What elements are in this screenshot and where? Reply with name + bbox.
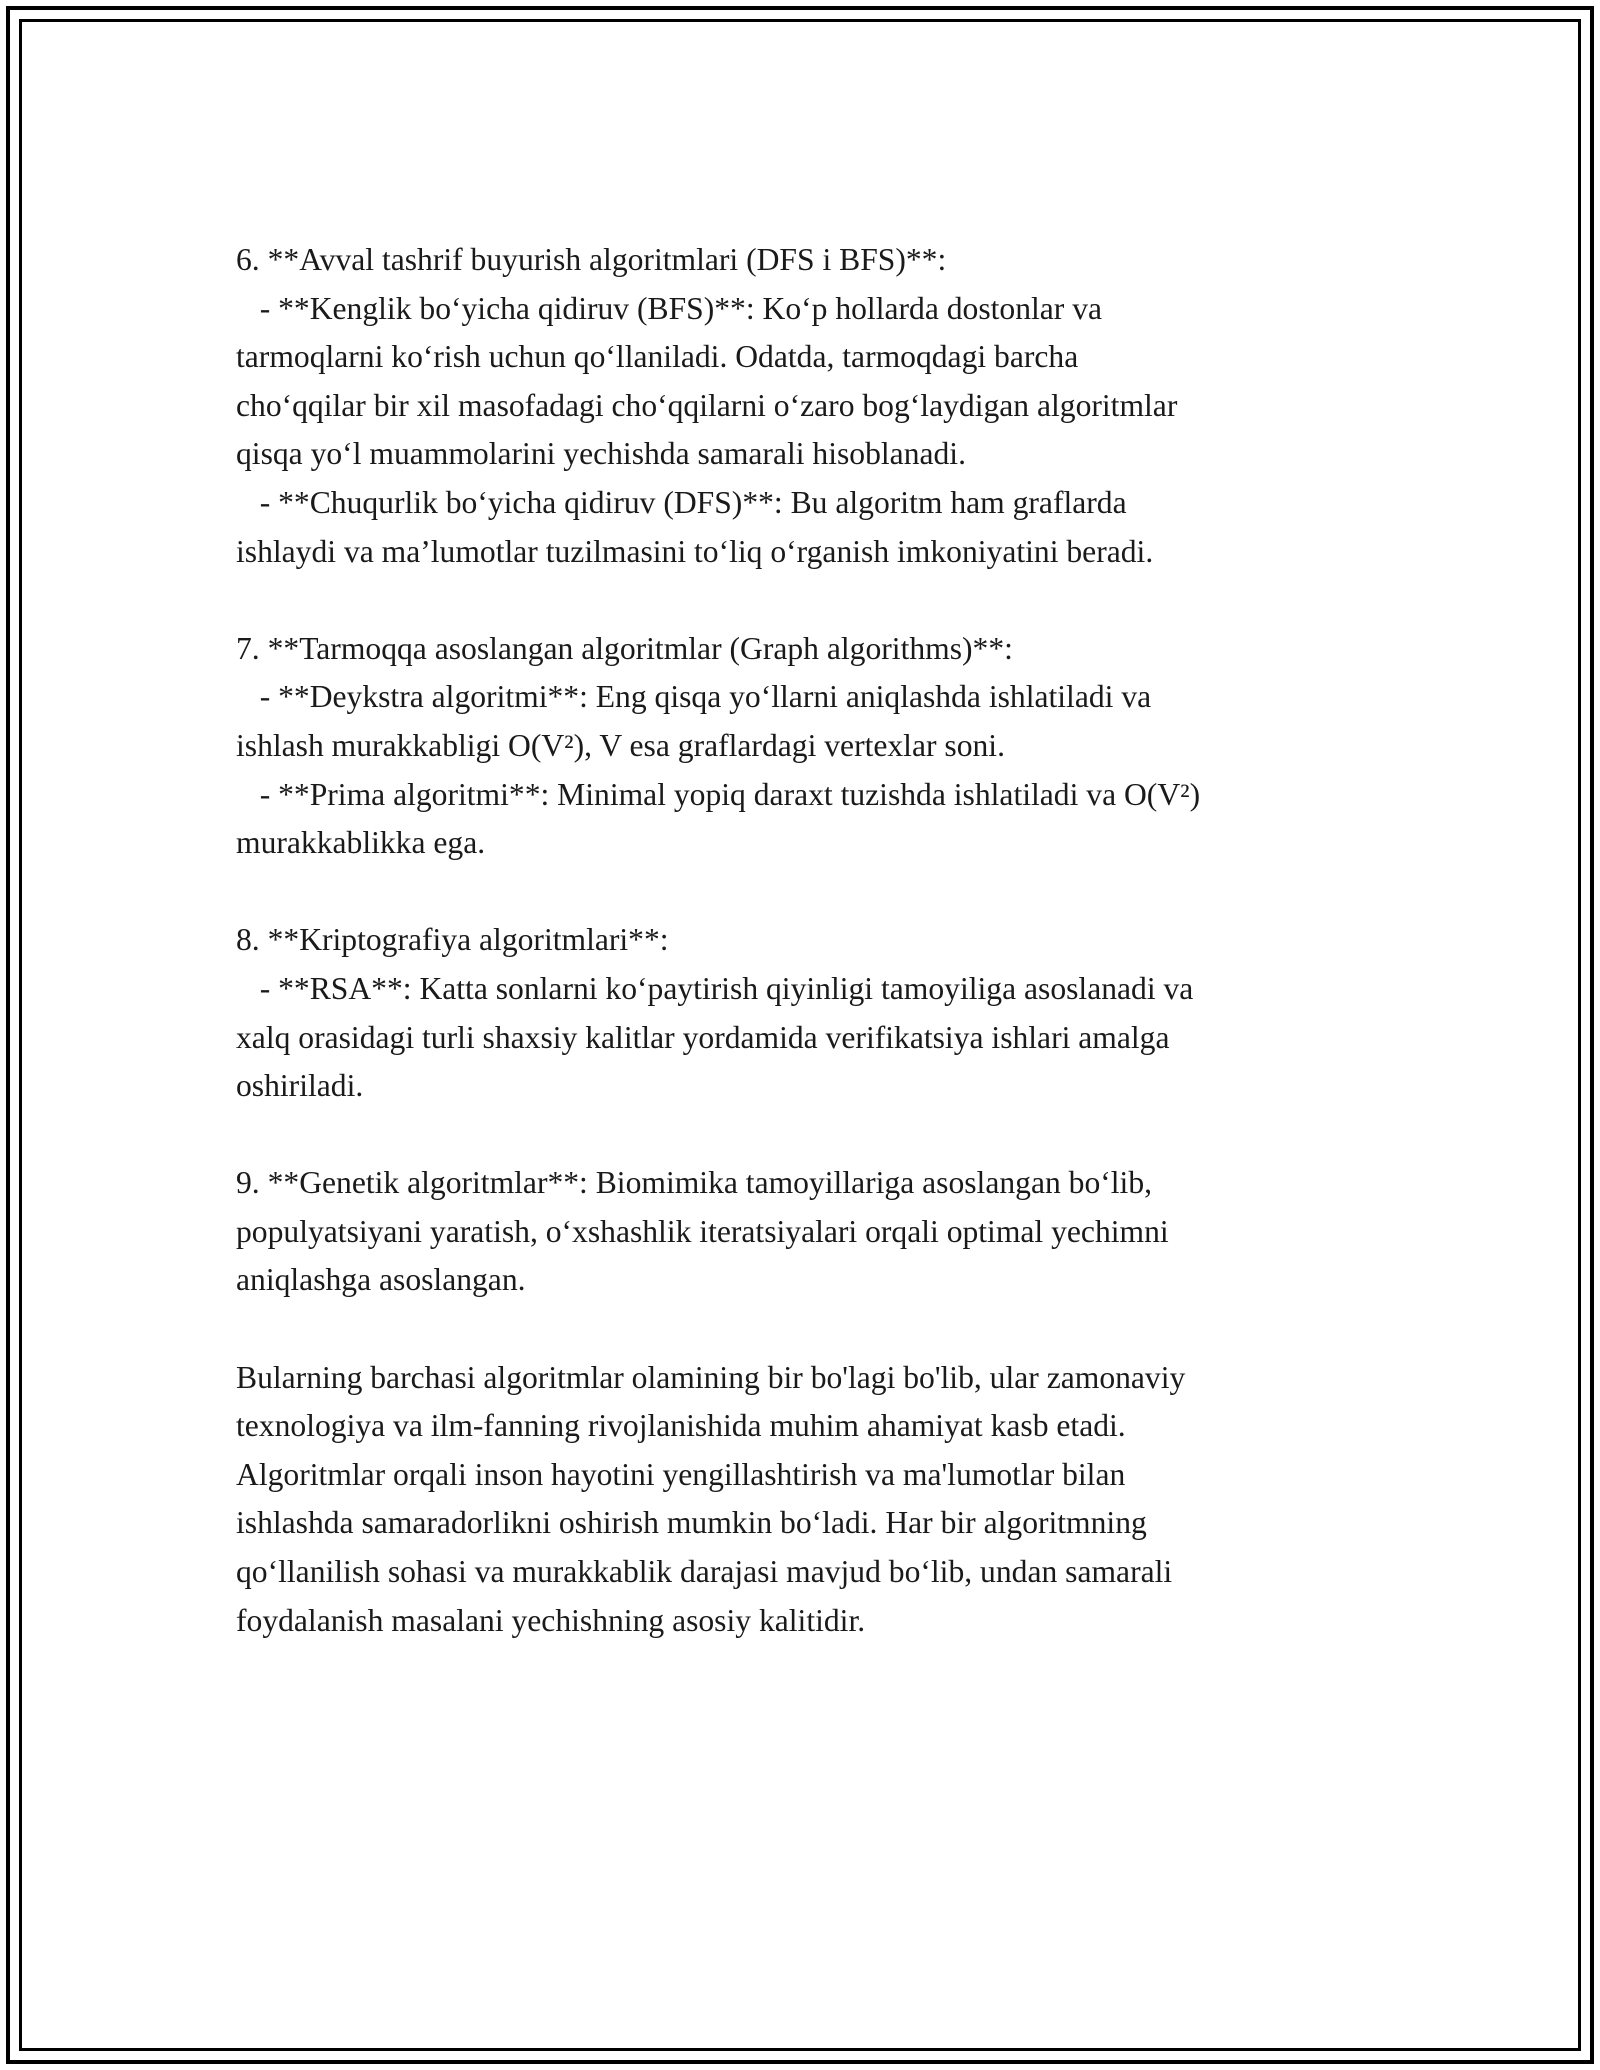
paragraph-gap bbox=[236, 576, 1376, 625]
rsa-line: oshiriladi. bbox=[236, 1068, 364, 1104]
section-9-line: 9. **Genetik algoritmlar**: Biomimika tamoyillariga asoslangan bo‘lib, bbox=[236, 1165, 1153, 1201]
dijkstra-item bbox=[236, 673, 1376, 770]
bfs-line: - **Kenglik bo‘yicha qidiruv (BFS)**: Ko‘p hollarda dostonlar va bbox=[236, 290, 1103, 326]
conclusion-line: qo‘llanilish sohasi va murakkablik darajasi mavjud bo‘lib, undan samarali bbox=[236, 1554, 1173, 1590]
dijkstra-line: ishlash murakkabligi O(V²), V esa graflardagi vertexlar soni. bbox=[236, 727, 1005, 763]
document-body bbox=[236, 236, 1376, 1645]
section-7-heading: 7. **Tarmoqqa asoslangan algoritmlar (Graph algorithms)**: bbox=[236, 630, 1013, 666]
prim-item bbox=[236, 771, 1376, 868]
rsa-item bbox=[236, 965, 1376, 1111]
section-8 bbox=[236, 916, 1376, 1110]
dfs-line: - **Chuqurlik bo‘yicha qidiruv (DFS)**: Bu algoritm ham graflarda bbox=[236, 484, 1127, 520]
paragraph-gap bbox=[236, 868, 1376, 917]
prim-line: murakkablikka ega. bbox=[236, 825, 486, 861]
conclusion-line: ishlashda samaradorlikni oshirish mumkin bo‘ladi. Har bir algoritmning bbox=[236, 1505, 1147, 1541]
conclusion-line: foydalanish masalani yechishning asosiy kalitidir. bbox=[236, 1602, 866, 1638]
bfs-item bbox=[236, 285, 1376, 479]
dijkstra-line: - **Deykstra algoritmi**: Eng qisqa yo‘llarni aniqlashda ishlatiladi va bbox=[236, 679, 1152, 715]
section-6-heading: 6. **Avval tashrif buyurish algoritmlari (DFS i BFS)**: bbox=[236, 242, 947, 277]
section-9-line: aniqlashga asoslangan. bbox=[236, 1262, 526, 1298]
paragraph-gap bbox=[236, 1305, 1376, 1354]
prim-line: - **Prima algoritmi**: Minimal yopiq daraxt tuzishda ishlatiladi va O(V²) bbox=[236, 776, 1201, 812]
section-6 bbox=[236, 236, 1376, 576]
dfs-item bbox=[236, 479, 1376, 576]
rsa-line: - **RSA**: Katta sonlarni ko‘paytirish qiyinligi tamoyiliga asoslanadi va bbox=[236, 970, 1194, 1006]
conclusion-line: Algoritmlar orqali inson hayotini yengillashtirish va ma'lumotlar bilan bbox=[236, 1456, 1126, 1492]
section-9-line: populyatsiyani yaratish, o‘xshashlik iteratsiyalari orqali optimal yechimni bbox=[236, 1213, 1169, 1249]
paragraph-gap bbox=[236, 1111, 1376, 1160]
conclusion-line: Bularning barchasi algoritmlar olamining bir bo'lagi bo'lib, ular zamonaviy bbox=[236, 1359, 1186, 1395]
conclusion-paragraph bbox=[236, 1354, 1376, 1646]
bfs-line: qisqa yo‘l muammolarini yechishda samarali hisoblanadi. bbox=[236, 436, 966, 472]
section-9 bbox=[236, 1159, 1376, 1305]
conclusion-line: texnologiya va ilm-fanning rivojlanishida muhim ahamiyat kasb etadi. bbox=[236, 1408, 1126, 1444]
section-7 bbox=[236, 625, 1376, 868]
bfs-line: tarmoqlarni ko‘rish uchun qo‘llaniladi. Odatda, tarmoqdagi barcha bbox=[236, 339, 1079, 375]
section-8-heading: 8. **Kriptografiya algoritmlari**: bbox=[236, 922, 669, 958]
bfs-line: cho‘qqilar bir xil masofadagi cho‘qqilarni o‘zaro bog‘laydigan algoritmlar bbox=[236, 387, 1178, 423]
rsa-line: xalq orasidagi turli shaxsiy kalitlar yordamida verifikatsiya ishlari amalga bbox=[236, 1019, 1170, 1055]
dfs-line: ishlaydi va ma’lumotlar tuzilmasini to‘liq o‘rganish imkoniyatini beradi. bbox=[236, 533, 1154, 569]
